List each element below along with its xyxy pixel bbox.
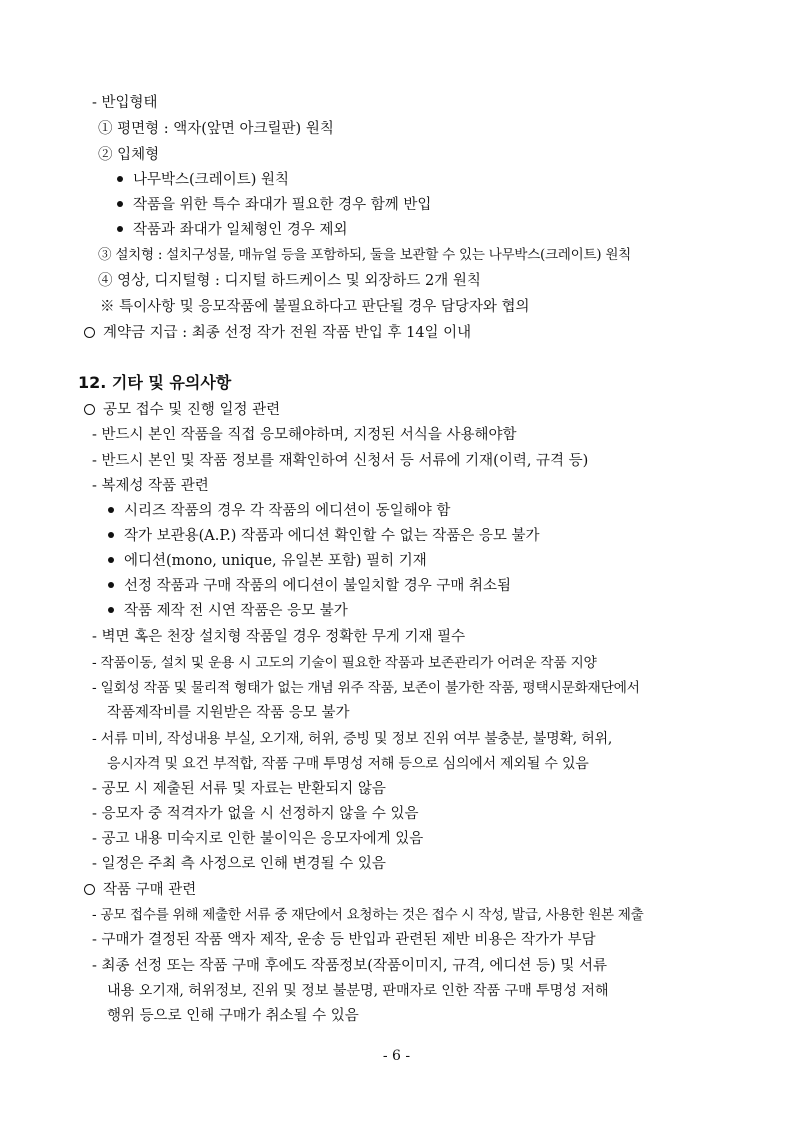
solid-bullet-1: 나무박스(크레이트) 원칙 — [117, 170, 289, 190]
note-item-9: - 응모자 중 적격자가 없을 시 선정하지 않을 수 있음 — [92, 806, 419, 822]
note-line: ※ 특이사항 및 응모작품에 불필요하다고 판단될 경우 담당자와 협의 — [100, 299, 530, 315]
circle-bullet-icon — [84, 327, 95, 338]
install-type-line: ③ 설치형 : 설치구성물, 매뉴얼 등을 포함하되, 둘을 보관할 수 있는 나무박스(크레이트) 원칙 — [98, 247, 631, 263]
bullet-icon — [108, 607, 114, 613]
bullet-icon — [108, 582, 114, 588]
bullet-icon — [117, 226, 123, 232]
note-item-8: - 공모 시 제출된 서류 및 자료는 반환되지 않음 — [92, 781, 386, 797]
section-heading: 12. 기타 및 유의사항 — [78, 373, 232, 392]
delivery-form-line: - 반입형태 — [92, 95, 158, 111]
note-item-2: - 반드시 본인 및 작품 정보를 재확인하여 신청서 등 서류에 기재(이력, 규격 등) — [92, 453, 589, 469]
bullet-icon — [117, 201, 123, 207]
edition-bullet-2: 작가 보관용(A.P.) 작품과 에디션 확인할 수 없는 작품은 응모 불가 — [108, 526, 539, 546]
video-type-line: ④ 영상, 디지털형 : 디지털 하드케이스 및 외장하드 2개 원칙 — [98, 273, 481, 289]
edition-bullet-3: 에디션(mono, unique, 유일본 포함) 필히 기재 — [108, 551, 427, 571]
note-item-11: - 일정은 주최 측 사정으로 인해 변경될 수 있음 — [92, 856, 386, 872]
schedule-subheading: 공모 접수 및 진행 일정 관련 — [84, 400, 280, 420]
note-item-6-cont: 작품제작비를 지원받은 작품 응모 불가 — [107, 705, 350, 721]
circle-bullet-icon — [84, 884, 95, 895]
note-item-10: - 공고 내용 미숙지로 인한 불이익은 응모자에게 있음 — [92, 831, 424, 847]
edition-bullet-4: 선정 작품과 구매 작품의 에디션이 불일치할 경우 구매 취소됨 — [108, 576, 511, 596]
solid-bullet-2: 작품을 위한 특수 좌대가 필요한 경우 함께 반입 — [117, 195, 431, 215]
note-item-5: - 작품이동, 설치 및 운용 시 고도의 기술이 필요한 작품과 보존관리가 어려운 작품 지양 — [92, 655, 597, 671]
note-item-1: - 반드시 본인 작품을 직접 응모해야하며, 지정된 서식을 사용해야함 — [92, 427, 517, 443]
bullet-icon — [108, 532, 114, 538]
purchase-item-3-cont: 내용 오기재, 허위정보, 진위 및 정보 불분명, 판매자로 인한 작품 구매 투명성 저해 — [107, 983, 609, 999]
solid-type-line: ② 입체형 — [98, 147, 160, 163]
purchase-subheading: 작품 구매 관련 — [84, 880, 196, 900]
solid-bullet-3: 작품과 좌대가 일체형인 경우 제외 — [117, 220, 348, 240]
note-item-3: - 복제성 작품 관련 — [92, 478, 209, 494]
note-item-7-cont: 응시자격 및 요건 부적합, 작품 구매 투명성 저해 등으로 심의에서 제외될 수 있음 — [107, 756, 589, 772]
deposit-line: 계약금 지급 : 최종 선정 작가 전원 작품 반입 후 14일 이내 — [84, 323, 471, 343]
purchase-item-3: - 최종 선정 또는 작품 구매 후에도 작품정보(작품이미지, 규격, 에디션 등) 및 서류 — [92, 958, 607, 974]
circle-bullet-icon — [84, 404, 95, 415]
purchase-item-2: - 구매가 결정된 작품 액자 제작, 운송 등 반입과 관련된 제반 비용은 작가가 부담 — [92, 932, 596, 948]
note-item-6: - 일회성 작품 및 물리적 형태가 없는 개념 위주 작품, 보존이 불가한 작품, 평택시문화재단에서 — [92, 680, 640, 696]
flat-type-line: ① 평면형 : 액자(앞면 아크릴판) 원칙 — [98, 121, 334, 137]
bullet-icon — [117, 176, 123, 182]
bullet-icon — [108, 557, 114, 563]
note-item-4: - 벽면 혹은 천장 설치형 작품일 경우 정확한 무게 기재 필수 — [92, 629, 466, 645]
purchase-item-1: - 공모 접수를 위해 제출한 서류 중 재단에서 요청하는 것은 접수 시 작성, 발급, 사용한 원본 제출 — [92, 907, 644, 923]
edition-bullet-1: 시리즈 작품의 경우 각 작품의 에디션이 동일해야 함 — [108, 501, 450, 521]
purchase-item-3-cont-2: 행위 등으로 인해 구매가 취소될 수 있음 — [107, 1008, 359, 1024]
note-item-7: - 서류 미비, 작성내용 부실, 오기재, 허위, 증빙 및 정보 진위 여부 불충분, 불명확, 허위, — [92, 731, 613, 747]
page-number: - 6 - — [382, 1048, 411, 1064]
bullet-icon — [108, 507, 114, 513]
edition-bullet-5: 작품 제작 전 시연 작품은 응모 불가 — [108, 601, 348, 621]
